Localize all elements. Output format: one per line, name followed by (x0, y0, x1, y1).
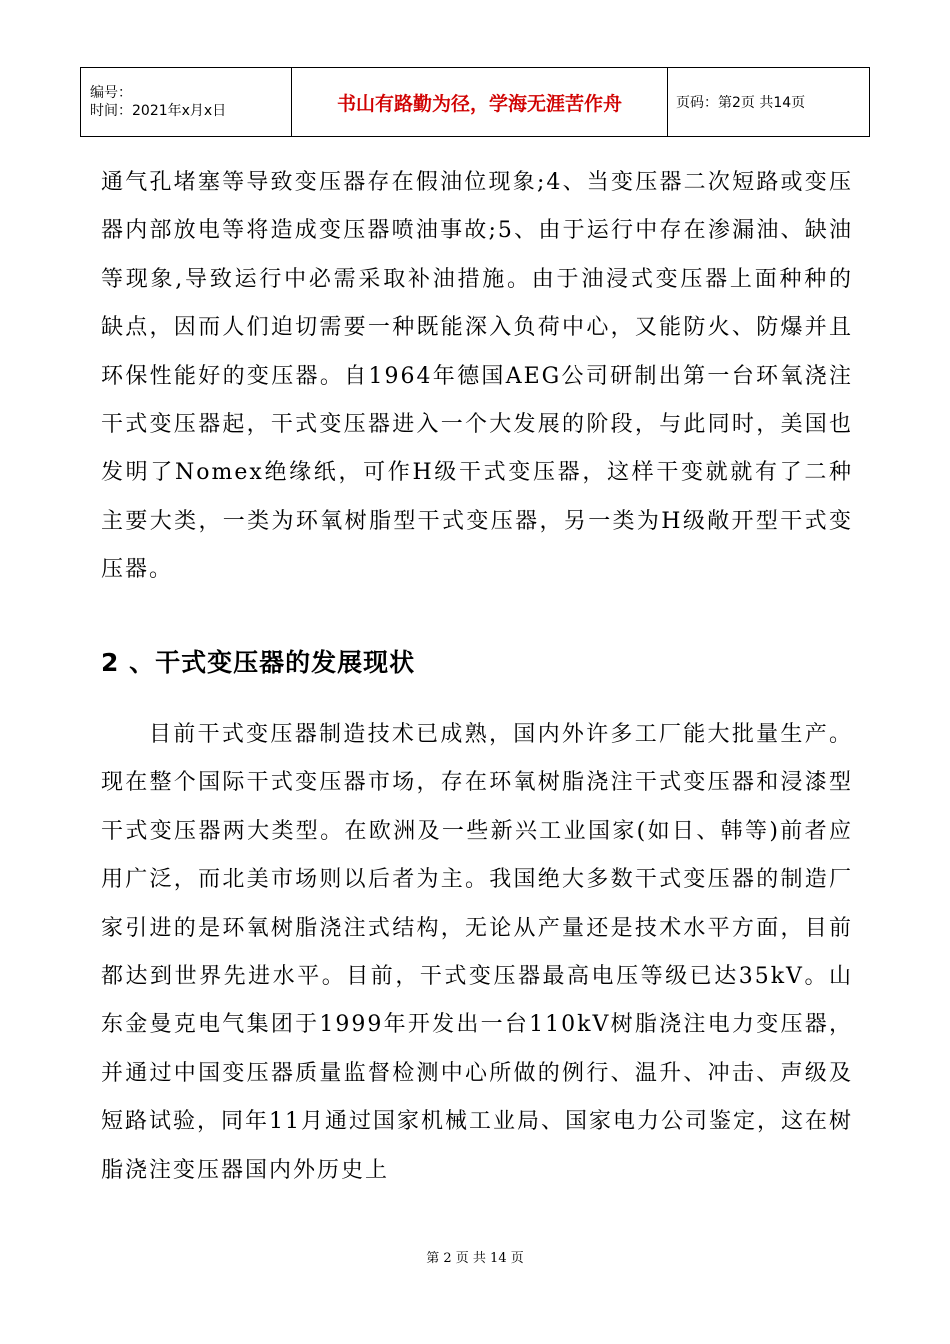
body-paragraph-2: 目前干式变压器制造技术已成熟，国内外许多工厂能大批量生产。现在整个国际干式变压器市场，存在环氧树脂浇注干式变压器和浸漆型干式变压器两大类型。在欧洲及一些新兴工业国家(如日、韩等)前者应用广泛，而北美市场则以后者为主。我国绝大多数干式变压器的制造厂家引进的是环氧树脂浇注式结构，无论从产量还是技术水平方面，目前都达到世界先进水平。目前，干式变压器最高电压等级已达35kV。山东金曼克电气集团于1999年开发出一台110kV树脂浇注电力变压器，并通过中国变压器质量监督检测中心所做的例行、温升、冲击、声级及短路试验，同年11月通过国家机械工业局、国家电力公司鉴定，这在树脂浇注变压器国内外历史上 (101, 722, 853, 1183)
page-header-table (80, 67, 870, 137)
section-heading: 2 、干式变压器的发展现状 (101, 648, 416, 677)
body-paragraph-1: 通气孔堵塞等导致变压器存在假油位现象;4、当变压器二次短路或变压器内部放电等将造成变压器喷油事故;5、由于运行中存在渗漏油、缺油等现象,导致运行中必需采取补油措施。由于油浸式变压器上面种种的缺点，因而人们迫切需要一种既能深入负荷中心，又能防火、防爆并且环保性能好的变压器。自1964年德国AEG公司研制出第一台环氧浇注干式变压器起，干式变压器进入一个大发展的阶段，与此同时，美国也发明了Nomex绝缘纸，可作H级干式变压器，这样干变就就有了二种主要大类，一类为环氧树脂型干式变压器，另一类为H级敞开型干式变压器。 (101, 170, 853, 583)
document-number-label: 编号： (90, 85, 132, 101)
header-meta-cell (81, 68, 292, 137)
page-footer: 第 2 页 共 14 页 (426, 1251, 524, 1266)
header-motto: 书山有路勤为径，学海无涯苦作舟 (292, 68, 668, 137)
header-page-info: 页码：第2页 共14页 (668, 68, 870, 137)
document-date-label: 时间：2021年x月x日 (90, 103, 227, 119)
